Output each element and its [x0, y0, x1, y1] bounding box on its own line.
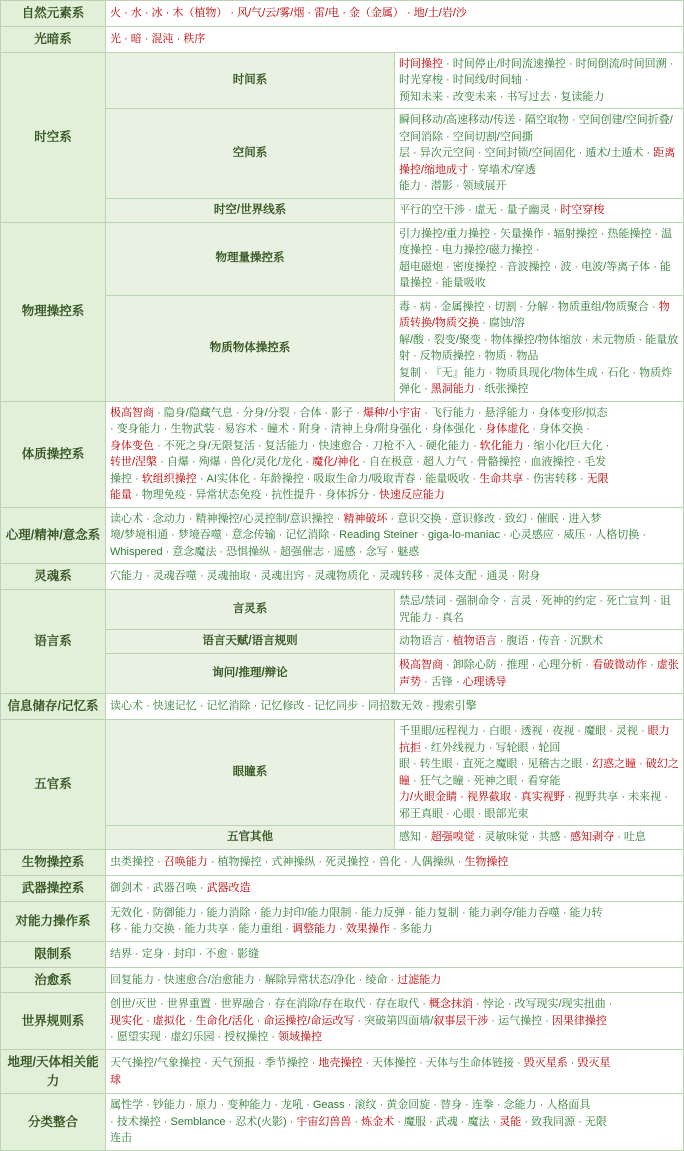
ability-text: 千里眼/远程视力 · 白眼 · 透视 · 夜视 · 魔眼 · 灵视 ·	[399, 725, 648, 737]
ability-text: 无效化 · 防御能力 · 能力消除 · 能力封印/能力限制 · 能力反弹 · 能力复制 · 能力剥夺/能力吞噬 · 能力转	[110, 906, 603, 919]
ability-text: ·	[567, 1057, 578, 1069]
ability-line	[399, 89, 679, 106]
ability-line	[399, 633, 679, 650]
category-cell: 生物操控系	[1, 850, 106, 876]
ability-text: 能量	[110, 489, 132, 502]
ability-line	[110, 921, 679, 938]
abilities-cell	[106, 901, 684, 941]
abilities-cell	[395, 720, 684, 826]
ability-text: · 灵敏味觉 · 共感 ·	[474, 831, 571, 844]
ability-text: 光 · 暗 · 混沌 · 秩序	[110, 32, 206, 45]
table-row	[1, 507, 684, 564]
ability-line	[110, 1055, 679, 1072]
ability-text: 极高智商	[399, 659, 443, 672]
ability-line	[110, 405, 679, 422]
ability-text: 极高智商	[110, 406, 154, 419]
ability-text: · 卸除心防 · 推理 · 心理分析 ·	[443, 659, 593, 672]
ability-text: · 多能力	[389, 923, 433, 936]
subcategory-cell: 物理量操控系	[106, 222, 395, 295]
ability-text: 身体虚化	[485, 423, 530, 436]
category-cell: 世界规则系	[1, 993, 106, 1050]
subcategory-cell: 时空/世界线系	[106, 198, 395, 222]
ability-text: 回复能力 · 快速愈合/治愈能力 · 解除异常状态/净化 · 绫命 ·	[110, 973, 398, 986]
ability-text: ·	[510, 791, 521, 803]
subcategory-cell: 空间系	[106, 109, 395, 199]
ability-text: 看破微动作	[592, 659, 648, 672]
ability-text: · 腐蚀/溶	[479, 317, 525, 330]
ability-text: 快速反应能力	[378, 489, 445, 502]
ability-text: · 隐身/隐藏气息 · 分身/分裂 · 合体 · 影子 ·	[154, 406, 363, 419]
ability-text: 身体变色	[110, 439, 154, 452]
abilities-cell	[106, 1094, 684, 1151]
table-row	[1, 901, 684, 941]
ability-text: 爆种/小宇宙	[363, 406, 422, 419]
ability-text: 穴能力 · 灵魂吞噬 · 灵魂抽取 · 灵魂出窍 · 灵魂物质化 · 灵魂转移 · 灵体支配 · 通灵 · 附身	[110, 570, 541, 583]
ability-text: 眼力抗拒	[399, 725, 670, 754]
ability-text: · 时间停止/时间流速操控 · 时间倒流/时间回溯 · 时光穿梭 · 时间线/时间轴 ·	[399, 57, 674, 86]
ability-text: ·	[185, 1014, 196, 1027]
ability-text: · 物理免疫 · 异常状态免疫 · 抗性提升 · 身体拆分 ·	[132, 489, 379, 502]
ability-text: 瞬间移动/高速移动/传送 · 隔空取物 · 空间创建/空间折叠/空间消除 · 空间切割/空间撕	[399, 114, 673, 143]
ability-text: 概念抹消	[429, 998, 473, 1011]
table-row	[1, 26, 684, 52]
abilities-cell	[395, 109, 684, 199]
ability-text: 动物语言 ·	[399, 635, 453, 648]
ability-text: 调整能力	[292, 923, 337, 936]
ability-text: 软化能力	[479, 439, 524, 452]
ability-line	[110, 1013, 679, 1030]
subcategory-cell: 物质物体操控系	[106, 295, 395, 401]
subcategory-cell: 言灵系	[106, 590, 395, 630]
table-row	[1, 1, 684, 27]
ability-line	[399, 657, 679, 690]
ability-text: 毁灭星	[577, 1057, 611, 1069]
ability-text: 存在取代	[375, 998, 420, 1011]
ability-text: 真实视野	[520, 791, 565, 803]
subcategory-cell: 眼瞳系	[106, 720, 395, 826]
ability-line	[110, 880, 679, 897]
category-cell: 体质操控系	[1, 401, 106, 507]
ability-text: · 植物操控 · 式神操纵 · 死灵操控 · 兽化 · 人偶操纵 ·	[207, 856, 465, 869]
ability-line	[399, 178, 679, 195]
ability-line	[110, 1029, 679, 1046]
category-cell: 物理操控系	[1, 222, 106, 401]
category-cell: 治愈系	[1, 967, 106, 993]
ability-text: · 天体操控 · 天体与生命体链接 ·	[362, 1057, 524, 1069]
ability-text: ·	[636, 758, 646, 770]
ability-text: 层 · 异次元空间 · 空间封锁/空间固化 · 遁术/土遁术 ·	[399, 147, 654, 159]
ability-text: 引力操控/重力操控 · 矢量操作 · 辐射操控 · 热能操控 · 温度操控 · 电力操控/磁力操控 ·	[399, 227, 673, 257]
ability-text: 软组织操控	[141, 472, 197, 485]
ability-line	[110, 1072, 679, 1089]
category-cell: 语言系	[1, 590, 106, 694]
ability-text: 物质转换/物质交换	[399, 300, 670, 330]
abilities-cell	[106, 993, 684, 1050]
ability-text: 过滤能力	[397, 973, 442, 986]
ability-line	[110, 972, 679, 989]
ability-text: 毒 · 病 · 金属操控 · 切割 · 分解 · 物质重组/物质聚合 ·	[399, 300, 659, 313]
ability-text: 宇宙幻兽兽	[296, 1115, 352, 1128]
ability-line	[110, 438, 679, 455]
ability-line	[399, 593, 679, 626]
abilities-cell	[106, 564, 684, 590]
ability-line	[110, 698, 679, 715]
table-row	[1, 850, 684, 876]
ability-line	[399, 202, 679, 219]
ability-text: 生物操控	[464, 856, 509, 869]
ability-text: ·	[253, 1014, 264, 1027]
category-cell: 五官系	[1, 720, 106, 850]
ability-text: 读心术 · 快速记忆 · 记忆消除 · 记忆修改 · 记忆同步 · 同招数无效 · 搜索引擎	[110, 700, 477, 713]
abilities-cell	[106, 967, 684, 993]
ability-text: 感知 ·	[399, 831, 431, 844]
ability-text: 属性学 · 钞能力 · 原力 · 变种能力 · 龙吼 · Geass · 滚纹 · 黄金回旋 · 替身 · 连拳 · 念能力 · 人格面具	[110, 1099, 591, 1112]
ability-text: ·	[647, 659, 657, 672]
table-row	[1, 1049, 684, 1094]
ability-text: 超强嗅觉	[430, 831, 475, 844]
ability-text: 时间操控	[399, 57, 443, 70]
ability-text: 武器改造	[206, 882, 251, 895]
ability-text: 复制 · 『无』能力 · 物质具现化/物体生成 · 石化 · 物质炸弹化 ·	[399, 366, 673, 396]
ability-text: 球	[110, 1073, 121, 1086]
ability-text: ·	[336, 923, 346, 936]
category-cell: 光暗系	[1, 26, 106, 52]
abilities-cell	[395, 590, 684, 630]
abilities-cell	[395, 630, 684, 654]
ability-line	[110, 421, 679, 438]
table-row	[1, 401, 684, 507]
ability-text: 叙事层干涉	[433, 1014, 489, 1027]
ability-text: · 愿望实现 · 虚幻乐园 · 授权操控 ·	[110, 1031, 279, 1044]
ability-text: 毁灭星系	[523, 1057, 568, 1069]
ability-text: 幻惑之瞳	[592, 758, 637, 770]
ability-text: 距离操控/缩地成寸	[399, 147, 676, 176]
abilities-cell	[106, 850, 684, 876]
table-row	[1, 694, 684, 720]
ability-text: 移 · 能力交换 · 能力共享 · 能力重组 ·	[110, 923, 293, 936]
ability-line	[110, 471, 679, 488]
abilities-cell	[395, 198, 684, 222]
ability-text: · 突破第四面墙/	[354, 1014, 434, 1027]
ability-text: · AI实体化 · 年龄操控 · 吸取生命力/吸取青春 · 能量吸收 ·	[196, 472, 480, 485]
ability-text: · 红外线视力 · 写轮眼 · 轮回	[421, 741, 561, 754]
ability-text: · 纸张操控	[474, 383, 529, 396]
ability-text: 虚张声势	[399, 659, 679, 688]
ability-text: 解/酸 · 裂变/聚变 · 物体操控/物体缩放 · 未元物质 · 能量放射 · 反物质操控 · 物质 · 物品	[399, 333, 679, 363]
subcategory-cell: 询问/推理/辩论	[106, 654, 395, 694]
category-cell: 信息储存/记忆系	[1, 694, 106, 720]
ability-text: 地壳操控	[318, 1057, 363, 1069]
ability-text: 超电磁炮 · 密度操控 · 音波操控 · 波 · 电波/等离子体 · 能量操控 · 能量吸收	[399, 260, 671, 290]
abilities-cell	[106, 876, 684, 902]
table-row	[1, 967, 684, 993]
category-cell: 地理/天体相关能力	[1, 1049, 106, 1094]
table-row	[1, 720, 684, 826]
abilities-cell	[106, 1049, 684, 1094]
ability-line	[399, 332, 679, 365]
ability-line	[399, 365, 679, 398]
ability-line	[110, 487, 679, 504]
table-row	[1, 993, 684, 1050]
ability-text: · 不死之身/无限复活 · 复活能力 · 快速愈合 · 刀枪不入 · 硬化能力 ·	[154, 439, 480, 452]
ability-text: · 视野共享 · 未来视 · 邪王真眼 · 心眼 · 眼部光束	[399, 791, 668, 820]
ability-line	[399, 259, 679, 292]
table-row	[1, 590, 684, 630]
category-cell: 分类整合	[1, 1094, 106, 1151]
ability-text: 炼金术	[361, 1115, 395, 1128]
ability-text: 领域操控	[278, 1031, 323, 1044]
ability-text: · 飞行能力 · 悬浮能力 · 身体变形/拟态	[421, 406, 608, 419]
ability-text: · 运气操控 ·	[488, 1014, 552, 1027]
category-cell: 限制系	[1, 941, 106, 967]
ability-line	[110, 1114, 679, 1131]
abilities-cell	[395, 826, 684, 850]
ability-line	[399, 723, 679, 756]
ability-text: Whispered · 意念魔法 · 恐惧操纵 · 超强催志 · 遥感 · 念写 · 魅惑	[110, 545, 420, 558]
ability-line	[399, 112, 679, 145]
ability-text: · 伤害转移 ·	[523, 472, 587, 485]
ability-text: 转世/涅槃	[110, 456, 158, 469]
ability-text: 现实化	[110, 1014, 143, 1027]
ability-text: 生命化/活化	[195, 1014, 254, 1027]
ability-text: · 悖论 · 改写现实/现实扭曲 ·	[473, 998, 613, 1011]
ability-text: ·	[351, 1115, 362, 1128]
abilities-cell	[395, 52, 684, 109]
ability-text: 眼 · 转生眼 · 直死之魔眼 · 见稽古之眼 ·	[399, 758, 593, 770]
ability-text: · 身体交换 ·	[529, 423, 590, 436]
ability-text: · 自爆 · 殉爆 · 兽化/灵化/龙化 ·	[157, 456, 313, 469]
subcategory-cell: 语言天赋/语言规则	[106, 630, 395, 654]
ability-line	[110, 527, 679, 544]
ability-text: 视界截取	[466, 791, 511, 803]
ability-line	[110, 5, 679, 22]
ability-text: 虫类操控 ·	[110, 856, 164, 869]
ability-text: 虚拟化	[152, 1014, 186, 1027]
ability-text: · 致我同源 · 无限	[521, 1115, 607, 1128]
ability-text: · 穿墙术/穿透	[468, 163, 536, 176]
ability-text: · 变身能力 · 生物武装 · 易容术 · 瞳术 · 附身 · 清神上身/附身强化 · 身体强化 ·	[110, 423, 486, 436]
ability-text: 效果操作	[345, 923, 390, 936]
abilities-cell	[106, 941, 684, 967]
ability-text: · 腹语 · 传音 · 沉默术	[496, 635, 604, 648]
ability-line	[399, 756, 679, 789]
ability-text: · 狂气之瞳 · 死神之眼 · 看穿能	[410, 774, 561, 787]
ability-text: 平行的空干涉 · 虚无 · 量子幽灵 ·	[399, 203, 561, 216]
ability-text: · 自在极意 · 超人力气 · 骨骼操控 · 血液操控 · 毛发	[359, 456, 607, 469]
table-row	[1, 941, 684, 967]
ability-text: 能力 · 潜影 · 领域展开	[399, 180, 507, 192]
subcategory-cell: 时间系	[106, 52, 395, 109]
ability-line	[110, 996, 679, 1013]
ability-text: 灵能	[499, 1115, 522, 1128]
ability-text: ·	[143, 1014, 153, 1027]
category-cell: 灵魂系	[1, 564, 106, 590]
ability-text: 读心术 · 念动力 · 精神操控/心灵控制/意识操控 ·	[110, 512, 344, 525]
ability-line	[110, 854, 679, 871]
ability-text: · 舌锋 ·	[421, 675, 463, 688]
ability-text: 火 · 水 · 冰 · 木（植物） · 风/气/云/雾/烟 · 雷/电 · 金（金属） · 地/土/岩/沙	[110, 7, 467, 20]
ability-text: · 意识交换 · 意识修改 · 致幻 · 催眠 · 进入梦	[387, 512, 602, 525]
ability-line	[110, 454, 679, 471]
ability-text: 禁忌/禁词 · 强制命令 · 言灵 · 死神的约定 · 死亡宣判 · 诅咒能力 · 真名	[399, 595, 671, 624]
abilities-cell	[395, 222, 684, 295]
abilities-cell	[106, 694, 684, 720]
ability-text: 御剑术 · 武器召唤 ·	[110, 882, 207, 895]
abilities-cell	[106, 1, 684, 27]
ability-text: · 吐息	[614, 831, 646, 844]
table-body	[1, 1, 684, 1151]
ability-text: 召唤能力	[163, 856, 208, 869]
abilities-cell	[106, 26, 684, 52]
ability-text: 心理诱导	[462, 675, 507, 688]
subcategory-cell: 五官其他	[106, 826, 395, 850]
ability-text: 力/火眼金睛 ·	[399, 791, 467, 803]
ability-line	[110, 568, 679, 585]
ability-line	[399, 56, 679, 89]
ability-line	[399, 299, 679, 332]
ability-line	[110, 1130, 679, 1147]
ability-text: 连击	[110, 1132, 132, 1145]
ability-text: 精神破坏	[343, 512, 388, 525]
ability-line	[110, 1097, 679, 1114]
ability-text: · 技术操控 · Semblance · 忍术(火影) ·	[110, 1115, 297, 1128]
abilities-cell	[106, 507, 684, 564]
ability-text: 境/梦境相通 · 梦境吞噬 · 意念传输 · 记忆消除 · Reading Steiner · giga-lo-maniac · 心灵感应 · 威压 · 人格切换 ·	[110, 529, 647, 542]
ability-line	[110, 946, 679, 963]
ability-text: 天气操控/气象操控 · 天气预报 · 季节操控 ·	[110, 1057, 319, 1069]
ability-line	[399, 145, 679, 178]
table-row	[1, 876, 684, 902]
table-row	[1, 564, 684, 590]
ability-text: 黑洞能力	[430, 383, 475, 396]
abilities-cell	[395, 654, 684, 694]
ability-text: 因果律操控	[551, 1014, 607, 1027]
ability-text: · 魔服 · 武魂 · 魔法 ·	[394, 1115, 500, 1128]
ability-line	[110, 544, 679, 561]
ability-text: 植物语言	[452, 635, 497, 648]
category-cell: 武器操控系	[1, 876, 106, 902]
category-cell: 心理/精神/意念系	[1, 507, 106, 564]
ability-text: 无限	[586, 472, 609, 485]
category-cell: 自然元素系	[1, 1, 106, 27]
ability-line	[110, 31, 679, 48]
ability-line	[399, 789, 679, 822]
ability-text: 生命共享	[479, 472, 524, 485]
ability-line	[110, 511, 679, 528]
ability-text: 破幻之瞳	[399, 758, 679, 787]
ability-line	[399, 226, 679, 259]
category-cell: 对能力操作系	[1, 901, 106, 941]
ability-text: · 缩小化/巨大化 ·	[523, 439, 610, 452]
ability-line	[110, 905, 679, 922]
ability-text: 时空穿梭	[560, 203, 605, 216]
ability-text: 命运操控/命运改写	[263, 1014, 355, 1027]
table-row	[1, 52, 684, 109]
ability-text: 结界 · 定身 · 封印 · 不愈 · 影缝	[110, 947, 260, 960]
abilities-cell	[106, 401, 684, 507]
ability-text: 创世/灭世 · 世界重置 · 世界融合 · 存在消除/存在取代 ·	[110, 998, 376, 1011]
ability-text: 魔化/神化	[312, 456, 360, 469]
abilities-cell	[395, 295, 684, 401]
ability-text: 感知剥夺	[570, 831, 615, 844]
ability-text: ·	[419, 998, 429, 1011]
ability-line	[399, 829, 679, 846]
table-row	[1, 1094, 684, 1151]
ability-text: 预知未来 · 改变未来 · 书写过去 · 复读能力	[399, 90, 605, 103]
ability-text: 操控 ·	[110, 472, 142, 485]
category-cell: 时空系	[1, 52, 106, 222]
table-row	[1, 222, 684, 295]
